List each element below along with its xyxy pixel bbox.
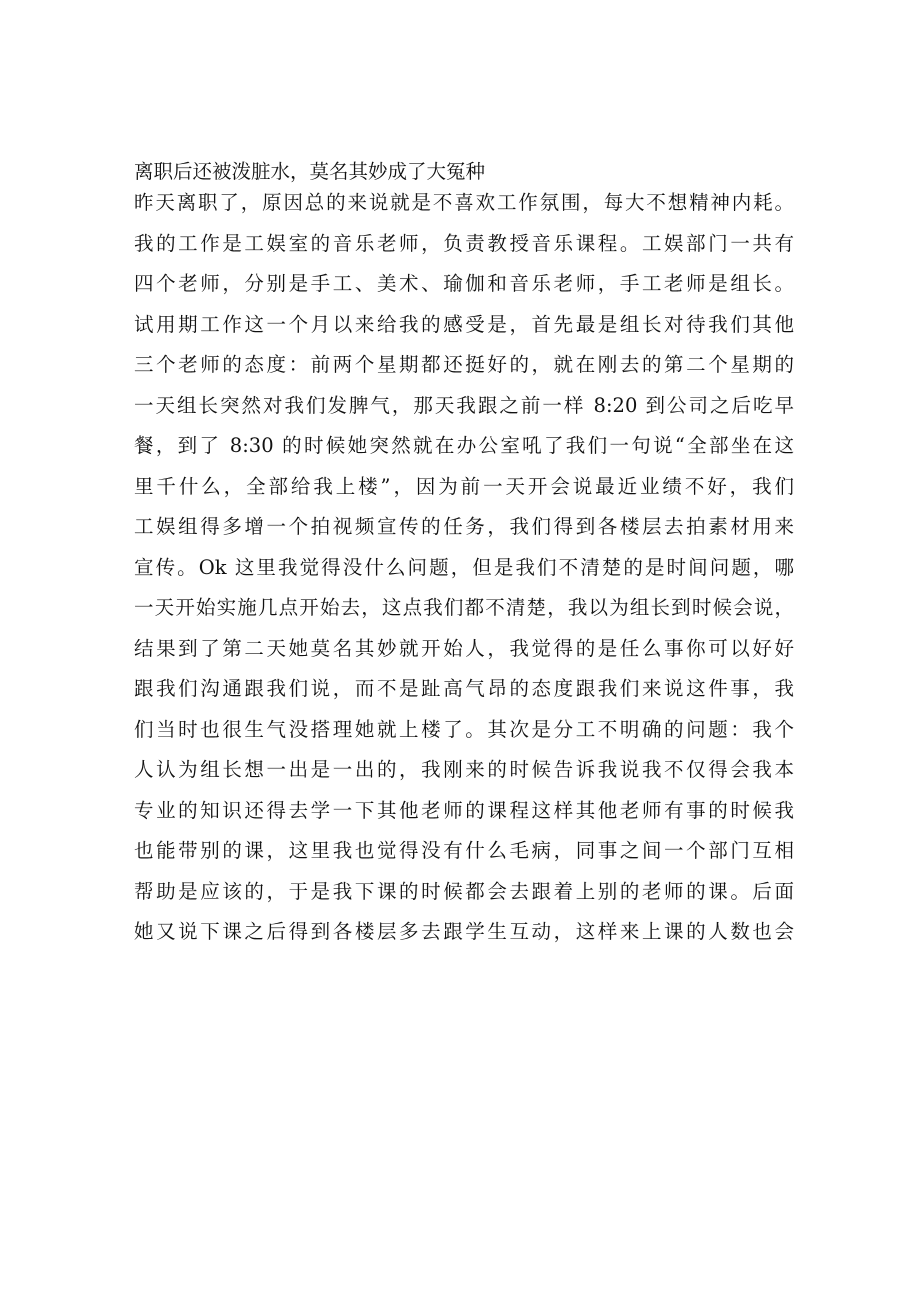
paragraph-line: 人认为组长想一出是一出的，我刚来的时候告诉我说我不仅得会我本 xyxy=(134,758,794,781)
paragraph-line: 结果到了第二天她莫名其妙就开始人，我觉得的是任么事你可以好好 xyxy=(134,636,794,660)
paragraph-line: 试用期工作这一个月以来给我的感受是，首先最是组长对待我们其他 xyxy=(134,312,794,336)
paragraph-line: 也能带别的课，这里我也觉得没有什么毛病，同事之间一个部门互相 xyxy=(134,839,794,862)
paragraph-line: 帮助是应该的，于是我下课的时候都会去跟着上别的老师的课。后面 xyxy=(134,879,794,903)
paragraph-line: 宣传。Ok 这里我觉得没什么问题，但是我们不清楚的是时间问题，哪 xyxy=(134,555,794,579)
paragraph-line: 昨天离职了，原因总的来说就是不喜欢工作氛围，每大不想精神内耗。 xyxy=(134,191,794,214)
paragraph-line: 她又说下课之后得到各楼层多去跟学生互动，这样来上课的人数也会 xyxy=(134,920,794,943)
paragraph-line: 们当时也很生气没搭理她就上楼了。其次是分工不明确的问题：我个 xyxy=(134,717,794,741)
paragraph-line: 四个老师，分别是手工、美术、瑜伽和音乐老师，手工老师是组长。 xyxy=(134,272,794,295)
paragraph-line: 一天组长突然对我们发脾气，那天我跟之前一样 8:20 到公司之后吃早 xyxy=(134,393,794,417)
paragraph-line: 专业的知识还得去学一下其他老师的课程这样其他老师有事的时候我 xyxy=(134,798,794,822)
paragraph-line: 三个老师的态度：前两个星期都还挺好的，就在刚去的第二个星期的 xyxy=(134,353,794,376)
paragraph-line: 跟我们沟通跟我们说，而不是趾高气昂的态度跟我们来说这件事，我 xyxy=(134,677,794,700)
paragraph-line: 我的工作是工娱室的音乐老师，负责教授音乐课程。工娱部门一共有 xyxy=(134,231,794,255)
paragraph-line: 餐，到了 8:30 的时候她突然就在办公室吼了我们一句说“全部坐在这 xyxy=(134,434,794,457)
paragraph-line: 工娱组得多增一个拍视频宣传的任务，我们得到各楼层去拍素材用来 xyxy=(134,515,794,538)
paragraph-line: 里千什么，全部给我上楼”，因为前一天开会说最近业绩不好，我们 xyxy=(134,474,794,498)
paragraph-line: 一天开始实施几点开始去，这点我们都不清楚，我以为组长到时候会说， xyxy=(134,596,794,619)
document-title: 离职后还被泼脏水，莫名其妙成了大冤种 xyxy=(134,160,486,183)
document-body xyxy=(134,160,794,961)
